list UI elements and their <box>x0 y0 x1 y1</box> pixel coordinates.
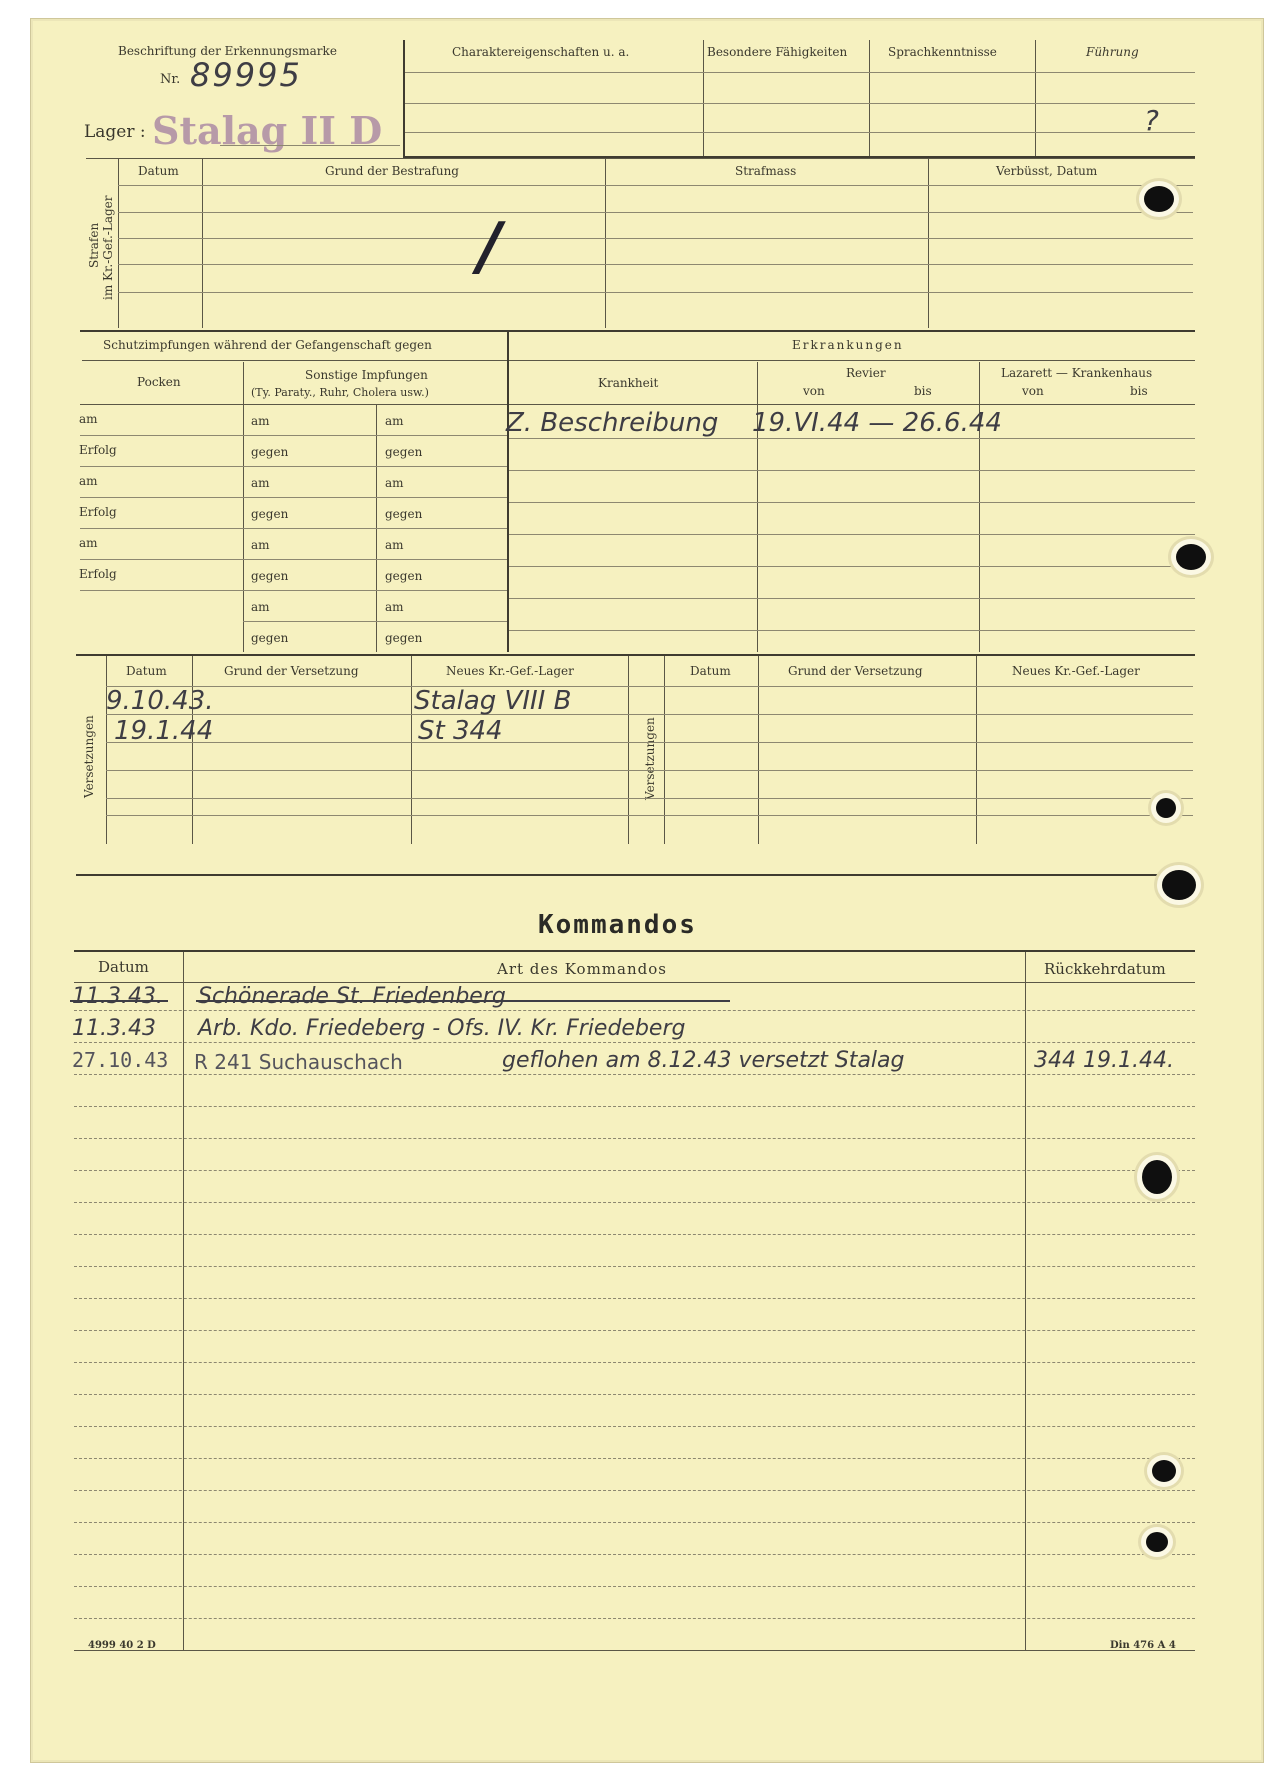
impf-mid-row-6: gegen <box>251 569 289 583</box>
kommando-row-1-art: Schönerade St. Friedenberg <box>198 984 506 1009</box>
record-card <box>30 18 1264 1763</box>
kommando-row-2-datum: 11.3.43 <box>72 1016 156 1041</box>
kommando-row-3-datum: 27.10.43 <box>72 1048 169 1072</box>
footer-right: Din 476 A 4 <box>1110 1640 1176 1651</box>
impf-right-row-7: am <box>385 600 404 614</box>
punch-hole <box>1144 186 1174 212</box>
krankheit-entry: Z. Beschreibung <box>506 408 719 438</box>
pocken-row-1: am <box>79 412 98 426</box>
pocken-row-4: Erfolg <box>79 505 117 519</box>
vers-datum-2: 19.1.44 <box>114 716 214 746</box>
lager-stamp: Stalag II D <box>152 108 383 153</box>
lazarett-bis: bis <box>1130 384 1148 398</box>
kommandos-datum-header: Datum <box>98 958 149 976</box>
kommandos-art-header: Art des Kommandos <box>497 960 667 978</box>
fuehrung-value: ? <box>1144 104 1159 137</box>
impf-mid-row-2: gegen <box>251 445 289 459</box>
faehigkeiten-label: Besondere Fähigkeiten <box>707 45 848 59</box>
strafen-datum-header: Datum <box>138 164 179 178</box>
erkrankungen-title: Erkrankungen <box>792 338 904 352</box>
impf-mid-row-4: gegen <box>251 507 289 521</box>
verbuesst-header: Verbüsst, Datum <box>996 164 1098 178</box>
marke-label: Beschriftung der Erkennungsmarke <box>118 44 337 58</box>
nr-value: 89995 <box>190 56 302 94</box>
lazarett-von: von <box>1022 384 1044 398</box>
revier-von: von <box>803 384 825 398</box>
vers-datum-header-left: Datum <box>126 664 167 678</box>
kommando-row-3-art-typed: R 241 Suchauschach <box>194 1050 403 1074</box>
vers-datum-1: 9.10.43. <box>106 686 214 716</box>
sonstige-header-2: (Ty. Paraty., Ruhr, Cholera usw.) <box>251 386 429 399</box>
sonstige-header-1: Sonstige Impfungen <box>305 368 428 382</box>
charakter-label: Charaktereigenschaften u. a. <box>452 45 630 59</box>
pocken-row-5: am <box>79 536 98 550</box>
impfungen-title: Schutzimpfungen während der Gefangenschaft gegen <box>103 338 432 352</box>
kommando-row-3-rueckkehr: 344 19.1.44. <box>1034 1048 1174 1073</box>
krankheit-header: Krankheit <box>598 376 659 390</box>
kommando-row-1-datum: 11.3.43. <box>72 984 163 1009</box>
vers-neues-header-left: Neues Kr.-Gef.-Lager <box>446 664 574 678</box>
strafen-mark: / <box>478 210 502 284</box>
impf-right-row-1: am <box>385 414 404 428</box>
impf-mid-row-3: am <box>251 476 270 490</box>
punch-hole <box>1142 1160 1172 1194</box>
vers-grund-header-right: Grund der Versetzung <box>788 664 923 678</box>
impf-mid-row-5: am <box>251 538 270 552</box>
kommandos-rueckkehr-header: Rückkehrdatum <box>1044 960 1166 978</box>
kommando-row-2-art: Arb. Kdo. Friedeberg - Ofs. IV. Kr. Friedeberg <box>198 1016 686 1041</box>
impf-right-row-5: am <box>385 538 404 552</box>
vers-neues-header-right: Neues Kr.-Gef.-Lager <box>1012 664 1140 678</box>
pocken-header: Pocken <box>137 375 181 389</box>
pocken-row-6: Erfolg <box>79 567 117 581</box>
footer-left: 4999 40 2 D <box>88 1640 156 1651</box>
lazarett-header: Lazarett — Krankenhaus <box>1001 366 1153 380</box>
strafen-grund-header: Grund der Bestrafung <box>325 164 459 178</box>
vers-lager-2: St 344 <box>418 716 503 746</box>
vers-grund-header-left: Grund der Versetzung <box>224 664 359 678</box>
revier-header: Revier <box>846 366 886 380</box>
impf-right-row-6: gegen <box>385 569 423 583</box>
punch-hole <box>1162 870 1196 900</box>
punch-hole <box>1146 1532 1168 1552</box>
sprachen-label: Sprachkenntnisse <box>888 45 997 59</box>
revier-bis: bis <box>914 384 932 398</box>
punch-hole <box>1152 1460 1176 1482</box>
impf-right-row-4: gegen <box>385 507 423 521</box>
impf-right-row-3: am <box>385 476 404 490</box>
impf-right-row-8: gegen <box>385 631 423 645</box>
pocken-row-2: Erfolg <box>79 443 117 457</box>
impf-mid-row-8: gegen <box>251 631 289 645</box>
impf-mid-row-7: am <box>251 600 270 614</box>
versetzungen-side-right: Versetzungen <box>643 717 657 800</box>
impf-right-row-2: gegen <box>385 445 423 459</box>
strafen-side-label-2: im Kr.-Gef.-Lager <box>101 195 115 300</box>
punch-hole <box>1156 798 1176 818</box>
vers-lager-1: Stalag VIII B <box>414 686 572 716</box>
nr-label: Nr. <box>160 72 181 87</box>
strafen-side-label-1: Strafen <box>87 222 101 268</box>
fuehrung-label: Führung <box>1086 45 1139 59</box>
kommando-row-3-art: geflohen am 8.12.43 versetzt Stalag <box>502 1048 905 1073</box>
impf-mid-row-1: am <box>251 414 270 428</box>
strafmass-header: Strafmass <box>735 164 797 178</box>
punch-hole <box>1176 544 1206 570</box>
kommandos-title: Kommandos <box>538 910 697 940</box>
pocken-row-3: am <box>79 474 98 488</box>
versetzungen-side-left: Versetzungen <box>82 715 96 798</box>
lager-label: Lager : <box>84 122 146 142</box>
revier-entry: 19.VI.44 — 26.6.44 <box>752 408 1002 438</box>
vers-datum-header-right: Datum <box>690 664 731 678</box>
